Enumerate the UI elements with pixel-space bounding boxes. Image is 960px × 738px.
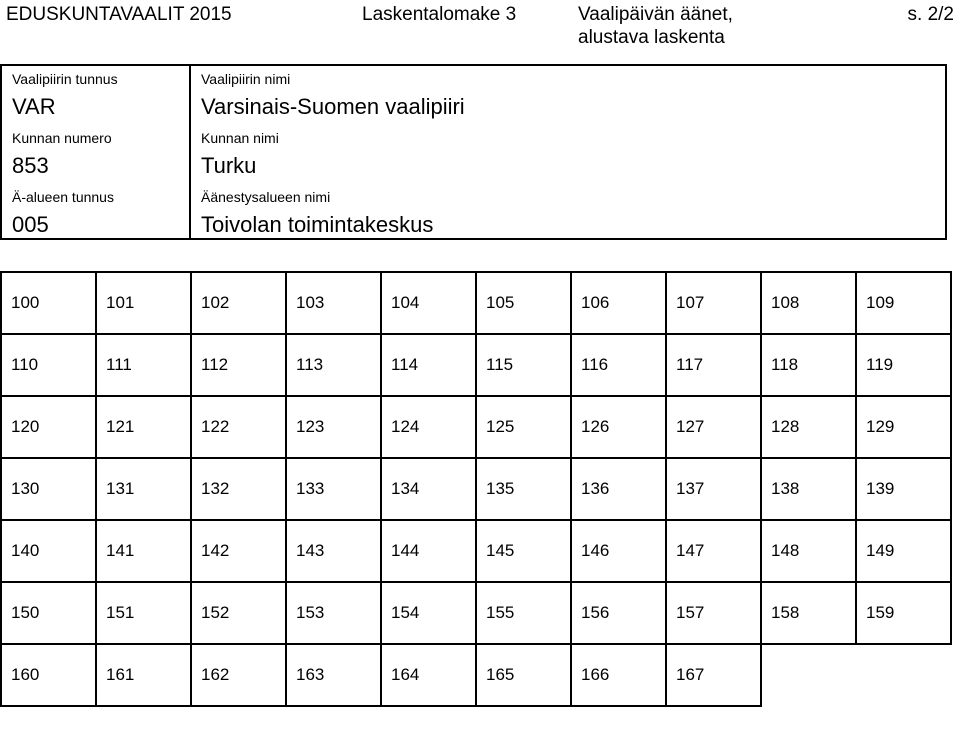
grid-cell: 139 (856, 458, 951, 520)
grid-cell: 120 (1, 396, 96, 458)
grid-cell: 101 (96, 272, 191, 334)
grid-cell: 164 (381, 644, 476, 706)
grid-cell: 135 (476, 458, 571, 520)
grid-row (1, 396, 951, 458)
grid-cell: 102 (191, 272, 286, 334)
grid-cell: 154 (381, 582, 476, 644)
area-code-value: 005 (12, 212, 49, 237)
district-name-label: Vaalipiirin nimi (201, 71, 291, 87)
grid-cell: 121 (96, 396, 191, 458)
election-title: EDUSKUNTAVAALIT 2015 (6, 4, 232, 25)
grid-row (1, 644, 951, 706)
grid-cell: 136 (571, 458, 666, 520)
grid-cell: 153 (286, 582, 381, 644)
form-description (578, 3, 733, 49)
grid-cell: 118 (761, 334, 856, 396)
grid-row (1, 582, 951, 644)
grid-cell: 106 (571, 272, 666, 334)
grid-cell: 155 (476, 582, 571, 644)
grid-cell: 162 (191, 644, 286, 706)
grid-cell: 107 (666, 272, 761, 334)
grid-cell: 150 (1, 582, 96, 644)
grid-row (1, 272, 951, 334)
grid-cell: 125 (476, 396, 571, 458)
grid-cell: 140 (1, 520, 96, 582)
grid-cell: 111 (96, 334, 191, 396)
grid-row (1, 334, 951, 396)
grid-row (1, 458, 951, 520)
grid-cell: 144 (381, 520, 476, 582)
grid-empty-space (856, 644, 951, 706)
form-description-line-2: alustava laskenta (578, 27, 725, 48)
municipality-number-value: 853 (12, 153, 49, 178)
grid-cell: 124 (381, 396, 476, 458)
grid-cell: 131 (96, 458, 191, 520)
grid-cell: 126 (571, 396, 666, 458)
grid-row (1, 520, 951, 582)
grid-cell: 159 (856, 582, 951, 644)
district-code-value: VAR (12, 94, 56, 119)
grid-cell: 127 (666, 396, 761, 458)
municipality-name-label: Kunnan nimi (201, 130, 279, 146)
grid-cell: 167 (666, 644, 761, 706)
grid-cell: 129 (856, 396, 951, 458)
grid-cell: 123 (286, 396, 381, 458)
area-name-value: Toivolan toimintakeskus (201, 212, 434, 237)
grid-cell: 115 (476, 334, 571, 396)
grid-cell: 114 (381, 334, 476, 396)
grid-cell: 156 (571, 582, 666, 644)
grid-cell: 119 (856, 334, 951, 396)
district-code-label: Vaalipiirin tunnus (12, 71, 118, 87)
names-box (191, 64, 947, 240)
grid-cell: 158 (761, 582, 856, 644)
grid-cell: 163 (286, 644, 381, 706)
grid-cell: 165 (476, 644, 571, 706)
grid-cell: 152 (191, 582, 286, 644)
grid-cell: 105 (476, 272, 571, 334)
grid-cell: 103 (286, 272, 381, 334)
page-number: s. 2/2 (907, 4, 954, 25)
grid-cell: 117 (666, 334, 761, 396)
municipality-number-label: Kunnan numero (12, 130, 112, 146)
grid-cell: 100 (1, 272, 96, 334)
grid-cell: 146 (571, 520, 666, 582)
grid-cell: 137 (666, 458, 761, 520)
grid-cell: 132 (191, 458, 286, 520)
grid-cell: 128 (761, 396, 856, 458)
grid-cell: 147 (666, 520, 761, 582)
grid-cell: 149 (856, 520, 951, 582)
grid-cell: 108 (761, 272, 856, 334)
grid-empty-space (761, 644, 856, 706)
grid-cell: 145 (476, 520, 571, 582)
grid-cell: 151 (96, 582, 191, 644)
grid-cell: 160 (1, 644, 96, 706)
grid-cell: 138 (761, 458, 856, 520)
candidate-number-grid (0, 271, 952, 707)
form-description-line-1: Vaalipäivän äänet, (578, 4, 733, 25)
grid-cell: 122 (191, 396, 286, 458)
grid-cell: 161 (96, 644, 191, 706)
grid-cell: 166 (571, 644, 666, 706)
area-code-label: Ä-alueen tunnus (12, 189, 114, 205)
municipality-name-value: Turku (201, 153, 257, 178)
grid-cell: 143 (286, 520, 381, 582)
grid-cell: 109 (856, 272, 951, 334)
grid-cell: 141 (96, 520, 191, 582)
grid-cell: 104 (381, 272, 476, 334)
grid-cell: 116 (571, 334, 666, 396)
grid-cell: 133 (286, 458, 381, 520)
grid-cell: 110 (1, 334, 96, 396)
grid-cell: 157 (666, 582, 761, 644)
grid-cell: 113 (286, 334, 381, 396)
codes-box (0, 64, 191, 240)
grid-cell: 148 (761, 520, 856, 582)
grid-cell: 112 (191, 334, 286, 396)
grid-cell: 142 (191, 520, 286, 582)
grid-cell: 134 (381, 458, 476, 520)
grid-cell: 130 (1, 458, 96, 520)
form-name: Laskentalomake 3 (362, 4, 517, 25)
area-name-label: Äänestysalueen nimi (201, 189, 331, 205)
district-name-value: Varsinais-Suomen vaalipiiri (201, 94, 465, 119)
